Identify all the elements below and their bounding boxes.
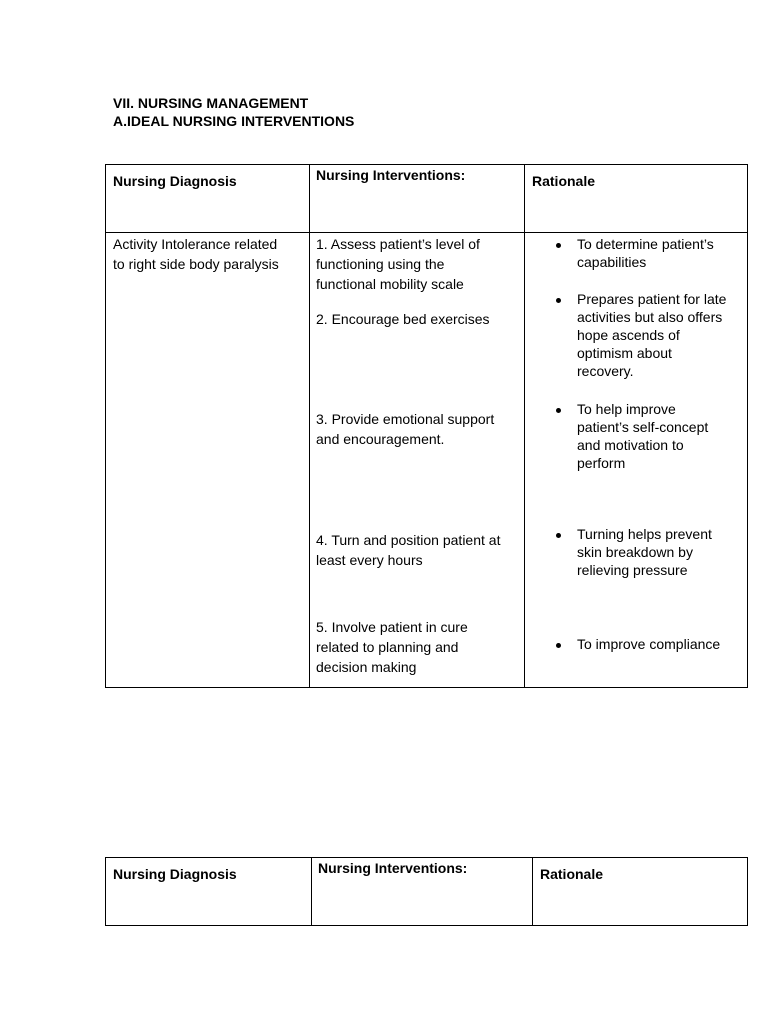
rationale-line: To improve compliance xyxy=(577,636,721,652)
header-diagnosis-cell xyxy=(106,165,310,233)
diagnosis-line: Activity Intolerance related xyxy=(113,236,278,252)
intervention-item xyxy=(316,617,468,677)
header-row xyxy=(106,858,748,926)
header-interventions: Nursing Interventions: xyxy=(318,860,468,876)
header-rationale-cell xyxy=(525,165,748,233)
intervention-line: 1. Assess patient’s level of xyxy=(316,236,480,252)
intervention-line: least every hours xyxy=(316,552,423,568)
intervention-line: 5. Involve patient in cure xyxy=(316,619,468,635)
rationale-line: perform xyxy=(577,455,626,471)
rationale-item xyxy=(577,290,726,380)
header-row xyxy=(106,165,748,233)
header-interventions-cell xyxy=(310,165,525,233)
header-diagnosis: Nursing Diagnosis xyxy=(113,173,237,189)
rationale-line: relieving pressure xyxy=(577,562,688,578)
intervention-line: related to planning and xyxy=(316,639,459,655)
rationale-item xyxy=(577,635,720,653)
intervention-line: 2. Encourage bed exercises xyxy=(316,311,490,327)
rationale-line: recovery. xyxy=(577,363,634,379)
intervention-item xyxy=(316,409,494,449)
rationale-line: hope ascends of xyxy=(577,327,680,343)
nursing-care-table xyxy=(105,164,748,688)
intervention-item xyxy=(316,309,490,329)
section-heading xyxy=(113,94,354,130)
rationale-line: To help improve xyxy=(577,401,676,417)
diagnosis-cell xyxy=(106,233,310,688)
intervention-line: 4. Turn and position patient at xyxy=(316,532,501,548)
header-rationale: Rationale xyxy=(532,173,596,189)
rationale-line: patient’s self-concept xyxy=(577,419,709,435)
heading-line-2: A.IDEAL NURSING INTERVENTIONS xyxy=(113,113,355,129)
rationale-line: Turning helps prevent xyxy=(577,526,712,542)
rationale-item xyxy=(577,400,708,472)
rationale-line: and motivation to xyxy=(577,437,684,453)
nursing-care-table-2 xyxy=(105,857,748,926)
rationale-line: activities but also offers xyxy=(577,309,723,325)
interventions-cell xyxy=(310,233,525,688)
rationale-line: Prepares patient for late xyxy=(577,291,727,307)
diagnosis-line: to right side body paralysis xyxy=(113,256,279,272)
intervention-line: functioning using the xyxy=(316,256,445,272)
rationale-line: To determine patient’s xyxy=(577,236,714,252)
intervention-line: decision making xyxy=(316,659,417,675)
header-diagnosis-cell xyxy=(106,858,312,926)
intervention-line: and encouragement. xyxy=(316,431,445,447)
rationale-cell xyxy=(525,233,748,688)
rationale-item xyxy=(577,235,714,271)
diagnosis-text xyxy=(113,234,279,274)
header-rationale: Rationale xyxy=(540,866,604,882)
heading-line-1: VII. NURSING MANAGEMENT xyxy=(113,95,309,111)
intervention-item xyxy=(316,234,480,294)
table-row xyxy=(106,233,748,688)
header-interventions: Nursing Interventions: xyxy=(316,167,466,183)
rationale-item xyxy=(577,525,712,579)
header-diagnosis: Nursing Diagnosis xyxy=(113,866,237,882)
header-interventions-cell xyxy=(312,858,533,926)
header-rationale-cell xyxy=(533,858,748,926)
intervention-line: 3. Provide emotional support xyxy=(316,411,495,427)
intervention-line: functional mobility scale xyxy=(316,276,464,292)
rationale-line: capabilities xyxy=(577,254,647,270)
rationale-line: optimism about xyxy=(577,345,672,361)
intervention-item xyxy=(316,530,500,570)
rationale-line: skin breakdown by xyxy=(577,544,693,560)
